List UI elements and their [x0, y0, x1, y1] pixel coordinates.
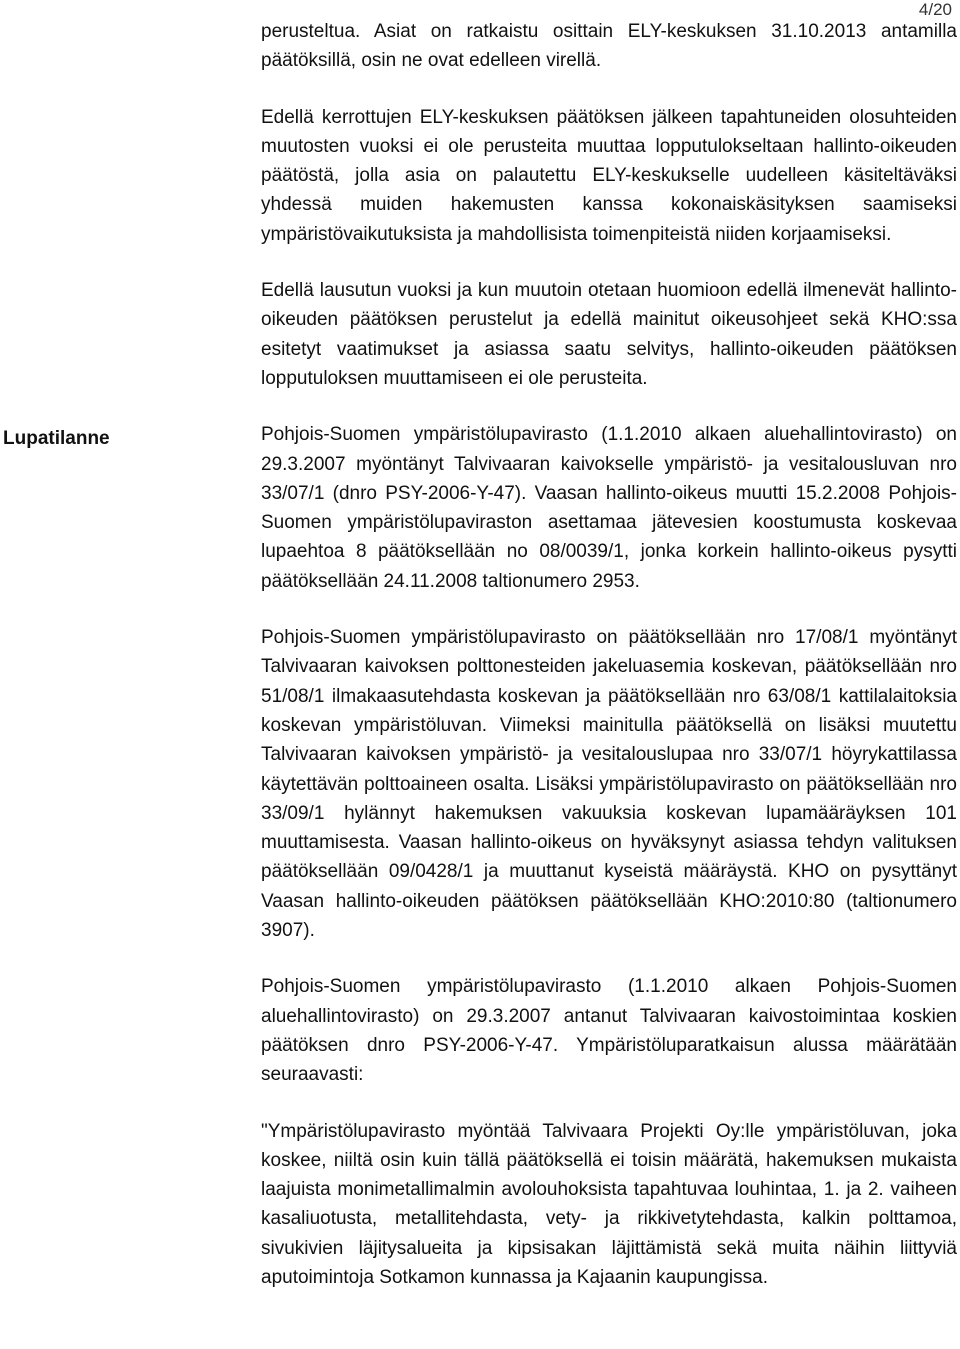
document-body — [261, 17, 957, 1319]
paragraph-lupatilanne-2: Pohjois-Suomen ympäristölupavirasto on päätöksellään nro 17/08/1 myöntänyt Talvivaaran kaivoksen polttonesteiden jakeluasemia koskevan, päätöksellään nro 51/08/1 ilmakaasutehdasta koskevan ja päätöksellään nro 63/08/1 kattilalaitoksia koskevan ympäristöluvan. Viimeksi mainitulla päätöksellä on lisäksi muutettu Talvivaaran kaivoksen ympäristö- ja vesitalouslupaa nro 33/07/1 höyrykattilassa käytettävän polttoaineen osalta. Lisäksi ympäristölupavirasto on päätöksellään nro 33/09/1 hylännyt hakemuksen vakuuksia koskevan lupamääräyksen 101 muuttamisesta. Vaasan hallinto-oikeus on hyväksynyt asiassa tehdyn valituksen päätöksellään 09/0428/1 ja muuttanut kyseistä määräystä. KHO on pysyttänyt Vaasan hallinto-oikeuden päätöksen päätöksellään KHO:2010:80 (taltionumero 3907). — [261, 627, 957, 942]
section-heading-lupatilanne: Lupatilanne — [3, 428, 110, 449]
page-number: 4/20 — [918, 0, 952, 19]
paragraph-2: Edellä kerrottujen ELY-keskuksen päätöksen jälkeen tapahtuneiden olosuhteiden muutosten vuoksi ei ole perusteita muuttaa lopputulokseltaan hallinto-oikeuden päätöstä, jolla asia on palautettu ELY-keskukselle uudelleen käsiteltäväksi yhdessä muiden hakemusten kanssa kokonaiskäsityksen saamiseksi ympäristövaikutuksista ja mahdollisista toimenpiteistä niiden korjaamiseksi. — [261, 106, 957, 245]
paragraph-lupatilanne-3: Pohjois-Suomen ympäristölupavirasto (1.1.2010 alkaen Pohjois-Suomen aluehallintovirasto) on 29.3.2007 antanut Talvivaaran kaivostoimintaa koskien päätöksen dnro PSY-2006-Y-47. Ympäristöluparatkaisun alussa määrätään seuraavasti: — [261, 976, 957, 1086]
paragraph-lupatilanne-1: Pohjois-Suomen ympäristölupavirasto (1.1.2010 alkaen aluehallintovirasto) on 29.3.2007 myöntänyt Talvivaaran kaivokselle ympäristö- ja vesitalousluvan nro 33/07/1 (dnro PSY-2006-Y-47). Vaasan hallinto-oikeus muutti 15.2.2008 Pohjois-Suomen ympäristölupaviraston asettamaa jätevesien koostumusta koskevaa lupaehtoa 8 päätöksellään no 08/0039/1, jonka korkein hallinto-oikeus pysytti päätöksellään 24.11.2008 taltionumero 2953. — [261, 424, 957, 592]
paragraph-1: perusteltua. Asiat on ratkaistu osittain ELY-keskuksen 31.10.2013 antamilla päätöksillä, osin ne ovat edelleen virellä. — [261, 21, 957, 72]
paragraph-quote: "Ympäristölupavirasto myöntää Talvivaara Projekti Oy:lle ympäristöluvan, joka koskee, niiltä osin kuin tällä päätöksellä ei toisin määrätä, hakemuksen mukaista laajuista monimetallimalmin avolouhoksista tapahtuvaa louhintaa, 1. ja 2. vaiheen kasaliuotusta, metallitehdasta, vety- ja rikkivetytehdasta, kalkin polttamoa, sivukivien läjitysalueita ja kipsisakan läjittämistä sekä muita näihin liittyviä aputoimintoja Sotkamon kunnassa ja Kajaanin kaupungissa. — [261, 1120, 957, 1288]
paragraph-3: Edellä lausutun vuoksi ja kun muutoin otetaan huomioon edellä ilmenevät hallinto-oikeuden päätöksen perustelut ja edellä mainitut oikeusohjeet sekä KHO:ssa esitetyt vaatimukset ja asiassa saatu selvitys, hallinto-oikeuden päätöksen lopputuloksen muuttamiseen ei ole perusteita. — [261, 280, 957, 389]
